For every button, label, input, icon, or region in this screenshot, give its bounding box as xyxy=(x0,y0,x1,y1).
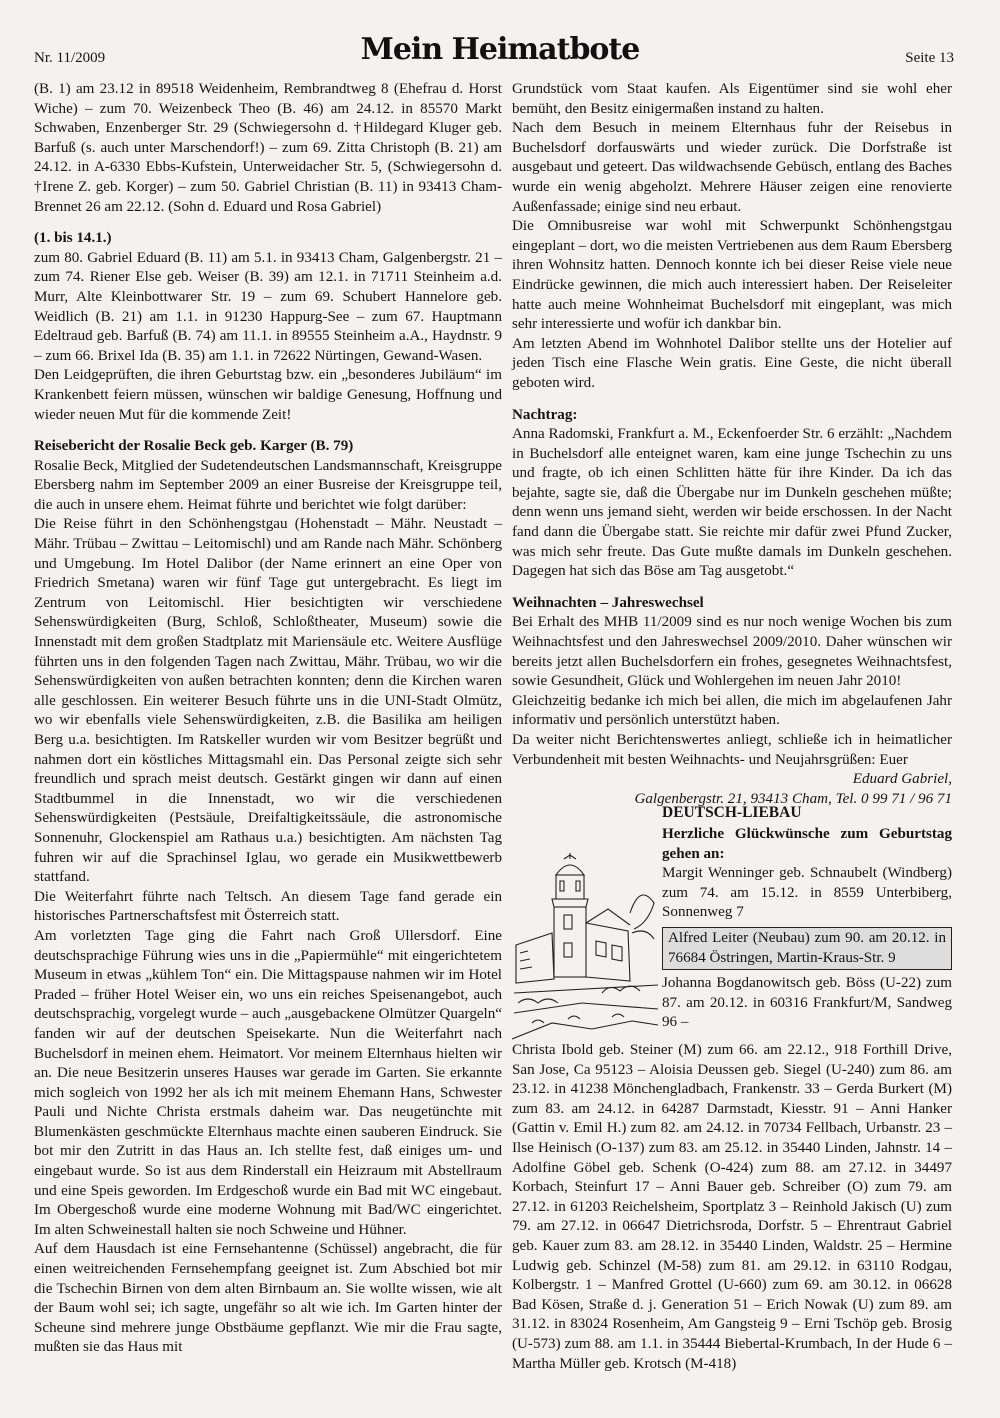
closing-paragraph: Da weiter nicht Berichtenswertes anliegt, schließe ich in heimatlicher Verbundenheit mit besten Weihnachts- und Neujahrsgrüßen: Euer xyxy=(512,732,952,768)
highlighted-birthday-entry: Alfred Leiter (Neubau) zum 90. am 20.12. in 76684 Östringen, Martin-Kraus-Str. 9 xyxy=(662,927,952,970)
get-well-wishes: Den Leidgeprüften, die ihren Geburtstag bzw. ein „besonderes Jubiläum“ im Krankenbett feiern müssen, wünschen wir baldige Genesung, Hoffnung und wieder neuen Mut für die kommende Zeit! xyxy=(34,367,502,423)
christmas-heading: Weihnachten – Jahreswechsel xyxy=(512,594,704,611)
travel-report-paragraph: Die Omnibusreise war wohl mit Schwerpunkt Schönhengstgau eingeplant – dort, wo die meisten Vertriebenen aus dem Raum Ebersberg ihren Wohnsitz hatten. Dennoch konnte ich bei dieser Reise viele neue Eindrücke gewinnen, die mich auch interessiert haben. Der Reiseleiter hatte auch meine Wohnheimat Buchelsdorf mit eingeplant, was mich sehr interessierte und wofür ich dankbar bin. xyxy=(512,218,952,333)
travel-report-paragraph: Am letzten Abend im Wohnhotel Dalibor stellte uns der Hotelier auf jeden Tisch eine Flasche Wein gratis. Eine Geste, die nicht überall geboten wird. xyxy=(512,335,952,391)
nachtrag-heading: Nachtrag: xyxy=(512,406,578,423)
travel-report-paragraph: Am vorletzten Tage ging die Fahrt nach Groß Ullersdorf. Eine deutschsprachige Führung wies uns in die „Papiermühle“ mit eingerichtetem Museum in etwas „kühlem Ton“ ein. Die Mittagspause nahmen wir im Hotel Praded – früher Hotel Weiser ein, wo uns ein reiches Speisenangebot, auch deutschsprachig, vorgelegt wurde – auch „ausgebackene Olmützer Quargeln“ fanden wir auf der deutschen Speisekarte. Nun die Weiterfahrt nach Buchelsdorf in meinen ehem. Heimatort. Vor meinem Elternhaus hielten wir an. Die neue Besitzerin unseres Hauses war gerade im Garten. Sie erkannte mich sogleich von 1992 her als ich mit meinem Ehemann Hans, Schwester Pauli und Nichte Christa erstmals daheim war. Das neugetünchte mit Blumenkästen geschmückte Elternhaus machte einen sauberen Eindruck. Sie bot mir den Zutritt in das Haus an. Ich stellte fest, daß einiges um- und eingebaut wurde. So ist aus dem Rinderstall ein Heizraum mit Abstellraum und eine Speis geworden. Im Erdgeschoß wurde ein Bad mit WC eingebaut. Im Obergeschoß wurde eine moderne Wohnung mit Bad/WC eingerichtet. Im alten Schweinestall halten sie noch Schweine und Hühner. xyxy=(34,927,503,1238)
nachtrag-text: Anna Radomski, Frankfurt a. M., Eckenfoerder Str. 6 erzählt: „Nachdem in Buchelsdorf alle enteignet waren, kam eine junge Tschechin zu uns und fragte, ob ich einen Schlitten hätte für ihre Kinder. Da ich das bejahte, sagte sie, daß die Übergabe nur im Dunkeln geschehen müßte; denn wenn uns jemand sieht, werden wir beide erschossen. In der Nacht fand dann die Übergabe statt. Sie reichte mir dafür zwei Pfund Zucker, was mich sehr freute. Das Gute mußte damals im Dunkeln geschehen. Dagegen hat sich das Böse am Tag ausgetobt.“ xyxy=(512,426,952,580)
church-tower-sketch-icon xyxy=(512,853,658,1045)
travel-report-paragraph: Grundstück vom Staat kaufen. Als Eigentümer sind sie wohl eher bemüht, den Besitz einigermaßen instand zu halten. xyxy=(512,81,952,117)
travel-report-paragraph: Auf dem Hausdach ist eine Fernsehantenne (Schüssel) angebracht, die für einen weitreichenden Fernsehempfang geeignet ist. Zum Abschied bot mir die Tschechin Birnen von dem alten Birnbaum an. Sie wollte wissen, wie alt der Baum wohl sei; ich sagte, ungefähr so alt wie ich. Im Garten hinter der Scheune sind mehrere junge Obstbäume gepflanzt. Wie mir die Frau sagte, mußten sie das Haus mit xyxy=(34,1241,502,1356)
date-range-heading: (1. bis 14.1.) xyxy=(34,230,112,247)
birthday-list-continued: (B. 1) am 23.12 in 89518 Weidenheim, Rembrandtweg 8 (Ehefrau d. Horst Wiche) – zum 70. Weizenbeck Theo (B. 46) am 24.12. in 85570 Markt Schwaben, Enzenberger Str. 29 (Schwiegersohn d. †Hildegard Kluger geb. Barfuß (s. auch unter Marschendorf!) – zum 69. Zitta Christoph (B. 21) am 24.12. in A-6330 Ebbs-Kufstein, Unterweidacher Str. 5, (Schwiegersohn d. †Irene Z. geb. Korger) – zum 50. Gabriel Christian (B. 11) in 93413 Cham-Brennet 26 am 22.12. (Sohn d. Eduard und Rosa Gabriel) xyxy=(34,81,502,215)
travel-report-paragraph: Nach dem Besuch in meinem Elternhaus fuhr der Reisebus in Buchelsdorf dorfauswärts und wieder zurück. Die Dorfstraße ist ausgebaut und geteert. Das wildwachsende Gebüsch, entlang des Baches wurde ein wenig abgeholzt. Mehrere Häuser zeigen eine renovierte Außenfassade; einige sind neu erbaut. xyxy=(512,120,952,215)
issue-number: Nr. 11/2009 xyxy=(34,50,106,66)
birthday-entry: Margit Wenninger geb. Schnaubelt (Windberg) zum 74. am 15.12. in 8559 Unterbiberg, Sonnenweg 7 xyxy=(662,865,952,921)
birthday-intro xyxy=(662,825,952,1033)
travel-report-paragraph: Die Reise führt in den Schönhengstgau (Hohenstadt – Mähr. Neustadt – Mähr. Trübau – Zwittau – Leitomischl) und am Rande nach Mähr. Schönberg und Umgebung. Im Hotel Dalibor (der Name erinnert an eine Oper von Friedrich Smetana) waren wir fünf Tage gut untergebracht. Es liegt im Zentrum von Leitomischl. Hier besichtigten wir verschiedene Sehenswürdigkeiten (Burg, Schloß, Schloßtheater, Museum) sowie die Innenstadt mit dem großen Stadtplatz mit Mariensäule etc. Weitere Ausflüge führten uns in den folgenden Tagen nach Zwittau, Mähr. Trübau, wo wir die Sehenswürdigkeiten von außen betrachten konnten; denn die Kirchen waren alle geschlossen. Ein weiterer Besuch führte uns in die UNI-Stadt Olmütz, wo wir ebenfalls viele Sehenswürdigkeiten, z.B. die Basilika am heiligen Berg u.a. besichtigten. Im Ratskeller wurden wir vom Besitzer begrüßt und nahmen dort ein köstliches Mittagsmahl ein. Das Personal zeigte sich sehr freundlich und sprach meist deutsch. Gestärkt gingen wir dann auf einen Stadtbummel in die Innenstadt, wo wir die verschiedenen Sehenswürdigkeiten (Pestsäule, Dreifaltigkeitssäule, die astronomische Sonnenuhr, Glockenspiel am Rathaus u.a.) besichtigten. Am nächsten Tag fuhren wir auf die Sprachinsel Iglau, wo gerade ein Musikwettbewerb stattfand. xyxy=(34,516,502,886)
section-title: DEUTSCH-LIEBAU xyxy=(662,804,802,821)
travel-report-paragraph: Die Weiterfahrt führte nach Teltsch. An diesem Tage fand gerade ein historisches Partnerschaftsfest mit Österreich statt. xyxy=(34,888,502,925)
page-number: Seite 13 xyxy=(905,50,954,66)
thanks-paragraph: Gleichzeitig bedanke ich mich bei allen, die mich im abgelaufenen Jahr informativ und persönlich unterstützt haben. xyxy=(512,692,952,729)
birthday-list: Christa Ibold geb. Steiner (M) zum 66. am 22.12., 918 Forthill Drive, San Jose, Ca 95123 – Aloisia Deussen geb. Siegel (U-240) zum 86. am 23.12. in 41238 Mönchengladbach, Frankenstr. 33 – Gerda Burkert (M) zum 83. am 24.12. in 64287 Darmstadt, Kiesstr. 91 – Anni Hanker (Gattin v. Emil H.) zum 82. am 24.12. in 70734 Fellbach, Urbanstr. 23 – Ilse Heinisch (O-137) zum 83. am 25.12. in 35440 Linden, Jahnstr. 14 – Adolfine Göbel geb. Schenk (O-424) zum 88. am 27.12. in 34497 Korbach, Steinfurt 17 – Anni Bauer geb. Schreiber (O) zum 79. am 27.12. in 61203 Reichelsheim, Sportplatz 3 – Reinhold Jakisch (U) zum 79. am 27.12. in 06647 Dietrichsroda, Dorfstr. 5 – Ehrentraut Gabriel geb. Kauer zum 83. am 28.12. in 35440 Linden, Waldstr. 25 – Hermine Ludwig geb. Schinzel (M-58) zum 81. am 29.12. in 63110 Rodgau, Kolbergstr. 1 – Manfred Grottel (U-660) zum 69. am 30.12. in 06628 Bad Kösen, Straße d. j. Generation 51 – Erich Nowak (U) zum 89. am 31.12. in 83024 Rosenheim, Am Gangsteig 9 – Erni Tschöp geb. Brosig (U-573) zum 88. am 1.1. in 35444 Biebertal-Krumbach, In der Hude 6 – Martha Müller geb. Krotsch (M-418) xyxy=(512,1042,952,1372)
signature-name: Eduard Gabriel, xyxy=(852,771,952,788)
signature-address: Galgenbergstr. 21, 93413 Cham, Tel. 0 99 71 / 96 71 xyxy=(634,790,952,807)
left-column xyxy=(34,80,502,1358)
section-subtitle: Herzliche Glückwünsche zum Geburtstag gehen an: xyxy=(662,826,952,862)
christmas-greeting: Bei Erhalt des MHB 11/2009 sind es nur noch wenige Wochen bis zum Weihnachtsfest und den Jahreswechsel 2009/2010. Daher wünschen wir bereits jetzt allen Buchelsdorfern ein frohes, gesegnetes Weihnachtsfest, sowie Gesundheit, Glück und Wohlergehen im neuen Jahr 2010! xyxy=(512,614,952,690)
birthday-list-continued xyxy=(512,1041,952,1374)
travel-report-heading: Reisebericht der Rosalie Beck geb. Karger (B. 79) xyxy=(34,438,354,455)
masthead: Mein Heimatbote xyxy=(360,32,640,67)
right-column xyxy=(512,80,952,809)
travel-report-intro: Rosalie Beck, Mitglied der Sudetendeutschen Landsmannschaft, Kreisgruppe Ebersberg nahm im September 2009 an einer Busreise der Kreisgruppe teil, die auch in unsere ehem. Heimat führte und berichtet wie folgt darüber: xyxy=(34,457,502,513)
birthday-entry: Johanna Bogdanowitsch geb. Böss (U-22) zum 87. am 20.12. in 60316 Frankfurt/M, Sandweg 96 – xyxy=(662,975,952,1031)
birthday-list-january: zum 80. Gabriel Eduard (B. 11) am 5.1. in 93413 Cham, Galgenbergstr. 21 – zum 74. Riener Else geb. Weiser (B. 39) am 12.1. in 71711 Steinheim a.d. Murr, Alte Kleinbottwarer Str. 19 – zum 69. Schubert Hannelore geb. Weidlich (B. 21) am 1.1. in 91230 Happurg-See – zum 67. Hauptmann Edeltraud geb. Barfuß (B. 74) am 11.1. in 89555 Steinheim a.A., Haydnstr. 9 – zum 66. Brixel Ida (B. 35) am 1.1. in 72622 Nürtingen, Gewand-Wasen. xyxy=(34,249,502,364)
